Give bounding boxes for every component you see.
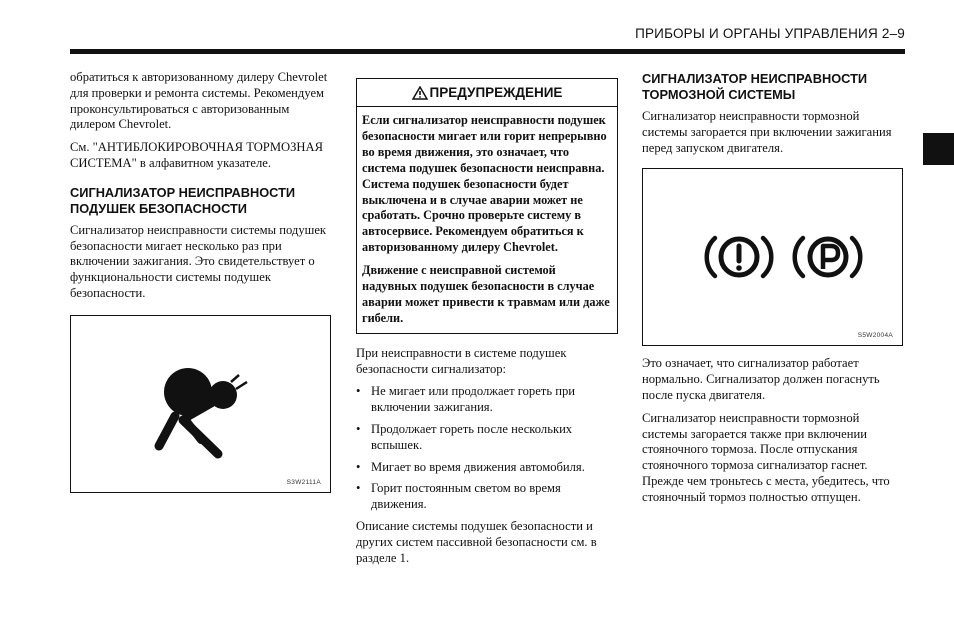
figure-code: S3W2111A — [286, 478, 321, 486]
symptom-list — [356, 384, 618, 513]
brake-section-heading: СИГНАЛИЗАТОР НЕИСПРАВНОСТИ ТОРМОЗНОЙ СИСТЕМЫ — [642, 71, 868, 102]
warning-title: ПРЕДУПРЕЖДЕНИЕ — [429, 85, 563, 100]
warning-paragraph: Движение с неисправной системой надувных подушек безопасности в случае аварии может привести к травмам или даже гибели. — [362, 263, 610, 325]
column-left — [70, 70, 332, 493]
warning-header — [357, 79, 617, 107]
list-item: • Продолжает гореть после нескольких вспышек. — [356, 422, 618, 454]
column-middle — [356, 70, 618, 573]
warning-box — [356, 78, 618, 334]
page-header-title: ПРИБОРЫ И ОРГАНЫ УПРАВЛЕНИЯ 2–9 — [635, 26, 905, 41]
paragraph: При неисправности в системе подушек безопасности сигнализатор: — [356, 345, 567, 376]
paragraph: обратиться к авторизованному дилеру Chevrolet для проверки и ремонта системы. Рекомендуем проконсультироваться с авторизованным дилером Chevrolet. — [70, 70, 328, 132]
list-item: • Горит постоянным светом во время движения. — [356, 481, 618, 513]
airbag-figure — [70, 315, 331, 493]
warning-triangle-icon — [412, 86, 428, 100]
paragraph: Это означает, что сигнализатор работает нормально. Сигнализатор должен погаснуть после пуска двигателя. — [642, 356, 880, 402]
header-rule — [70, 49, 905, 54]
paragraph: Сигнализатор неисправности тормозной системы загорается при включении зажигания перед запуском двигателя. — [642, 109, 892, 155]
airbag-section-heading: СИГНАЛИЗАТОР НЕИСПРАВНОСТИ ПОДУШЕК БЕЗОПАСНОСТИ — [70, 184, 296, 216]
paragraph: Сигнализатор неисправности системы подушек безопасности мигает несколько раз при включении зажигания. Это свидетельствует о функциональности системы подушек безопасности. — [70, 222, 327, 300]
paragraph: См. "АНТИБЛОКИРОВОЧНАЯ ТОРМОЗНАЯ СИСТЕМА" в алфавитном указателе. — [70, 140, 324, 170]
airbag-warning-icon — [71, 316, 330, 492]
column-right — [642, 70, 904, 513]
brake-warning-icons — [643, 169, 902, 345]
list-item: • Не мигает или продолжает гореть при включении зажигания. — [356, 384, 618, 416]
brake-figure — [642, 168, 903, 346]
warning-paragraph: Если сигнализатор неисправности подушек безопасности мигает или горит непрерывно во время движения, это означает, что система подушек безопасности неисправна. Система подушек безопасности будет выключена и в случае аварии может не сработать. Срочно проверьте систему в автосервисе. Рекомендуем обратиться к авторизованному дилеру Chevrolet. — [362, 113, 607, 255]
paragraph: Сигнализатор неисправности тормозной системы загорается также при включении стояночного тормоза. После отпускания стояночного тормоза сигнализатор гаснет. Прежде чем троньтесь с места, убедитесь, что стояночный тормоз полностью отпущен. — [642, 410, 890, 504]
warning-body — [357, 107, 617, 333]
figure-code: S5W2004A — [857, 332, 893, 340]
section-tab-marker — [923, 133, 954, 165]
paragraph: Описание системы подушек безопасности и других систем пассивной безопасности см. в разделе 1. — [356, 518, 597, 565]
list-item: • Мигает во время движения автомобиля. — [356, 460, 618, 476]
